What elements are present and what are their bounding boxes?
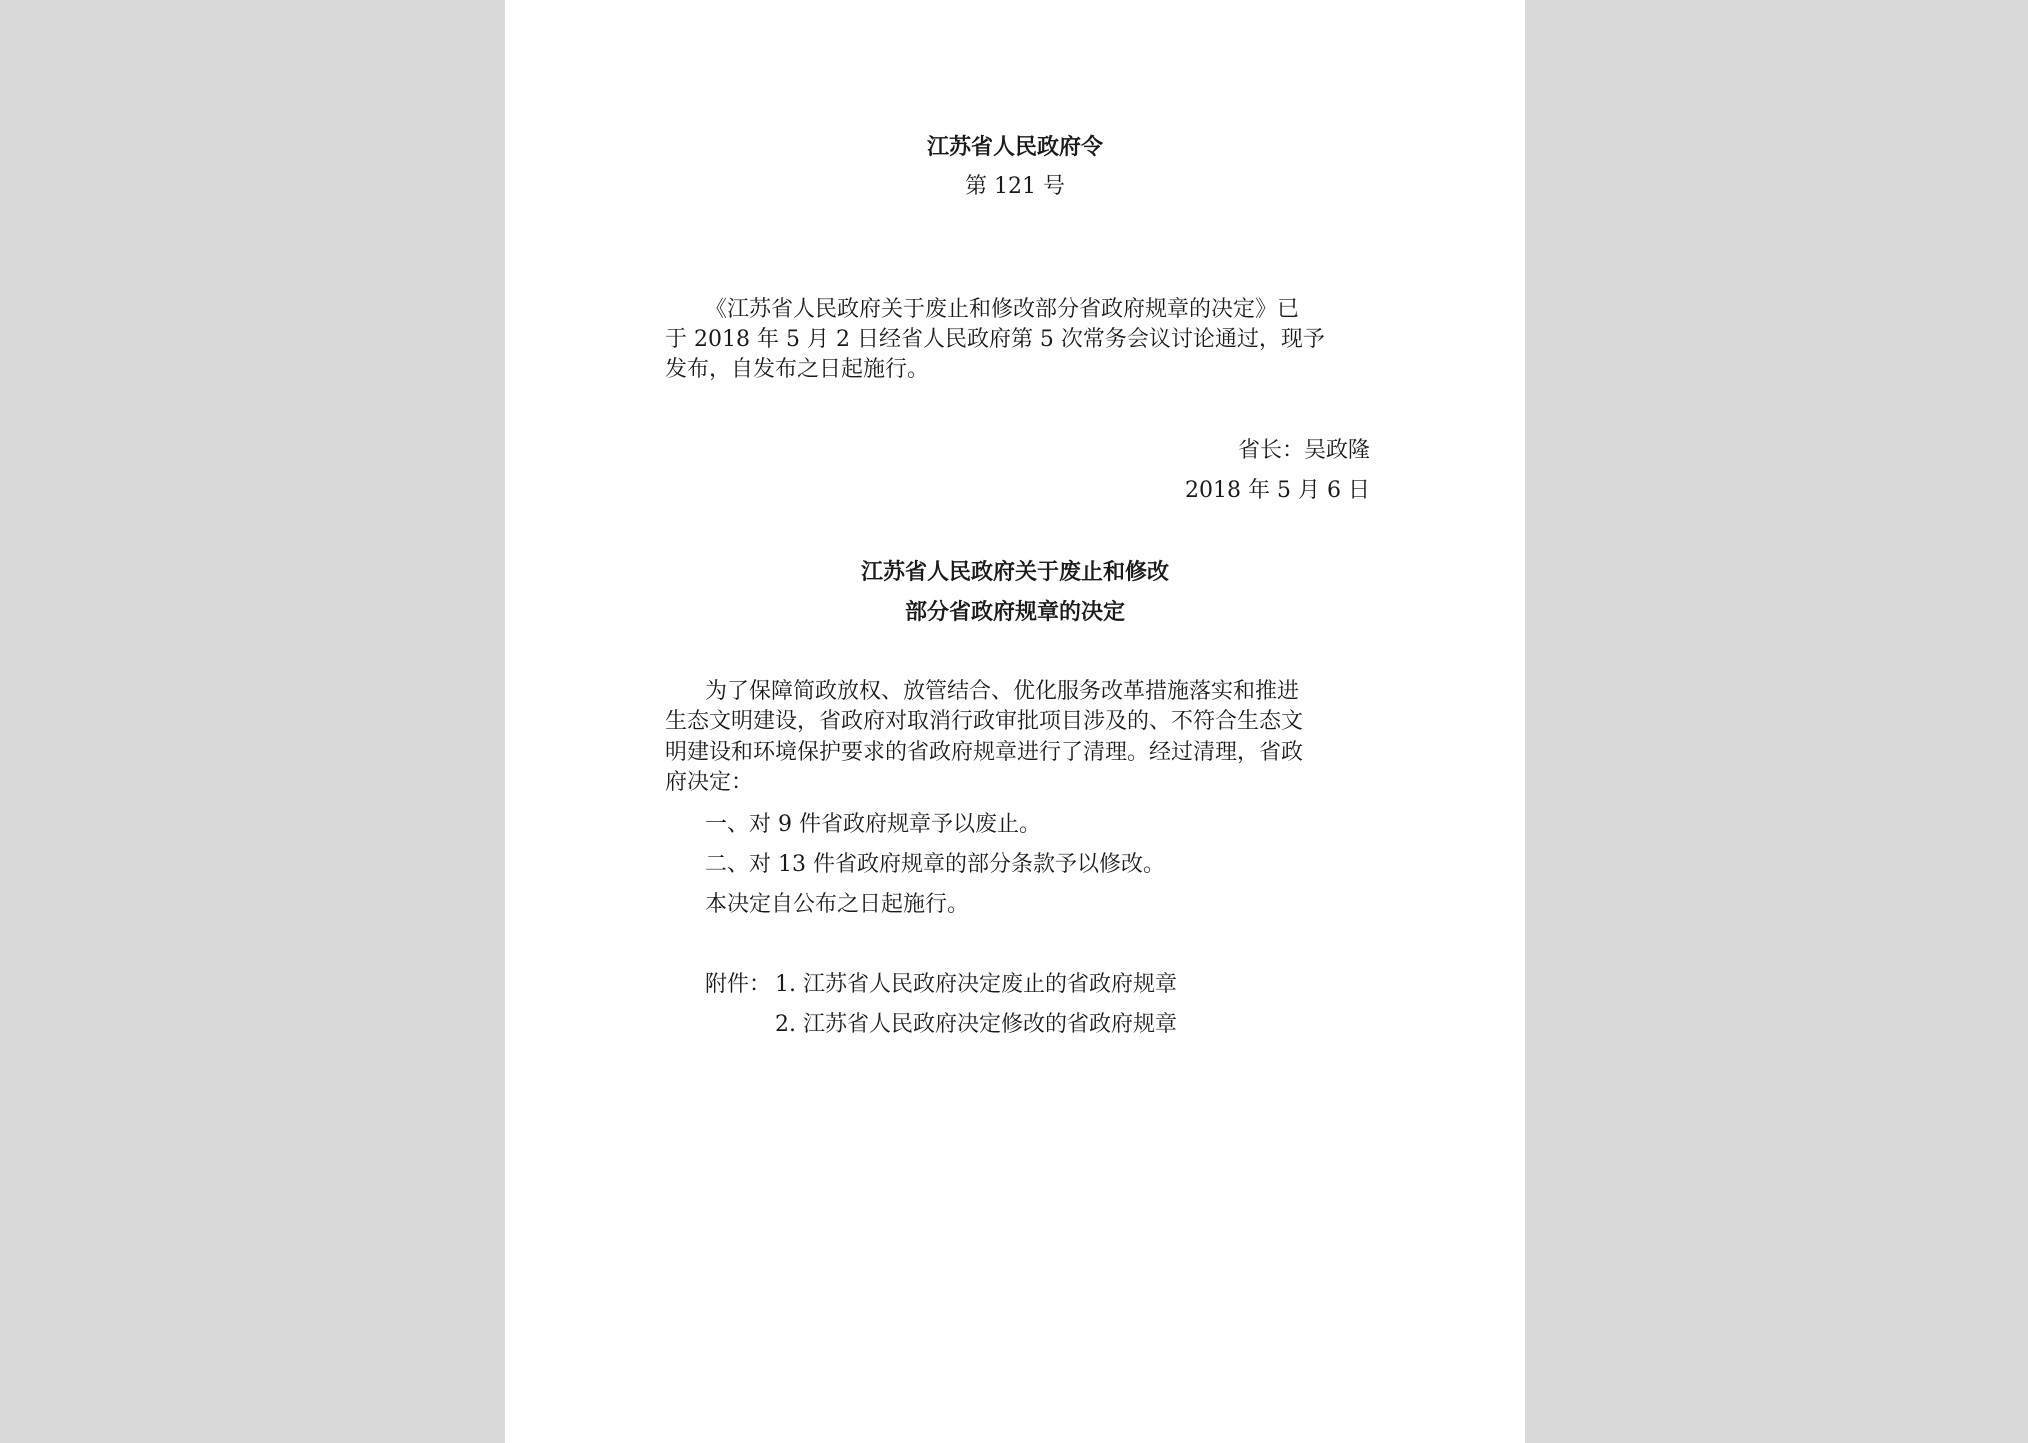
decision-intro-line: 生态文明建设，省政府对取消行政审批项目涉及的、不符合生态文 xyxy=(665,709,1304,734)
decision-item: 一、对 9 件省政府规章予以废止。 xyxy=(705,812,1041,837)
order-title: 江苏省人民政府令 xyxy=(926,134,1103,160)
attachment-item: 1. 江苏省人民政府决定废止的省政府规章 xyxy=(775,972,1177,997)
decision-item: 二、对 13 件省政府规章的部分条款予以修改。 xyxy=(705,852,1165,877)
document-page xyxy=(505,0,1525,1443)
decision-title-line2: 部分省政府规章的决定 xyxy=(904,599,1125,625)
decision-title-line1: 江苏省人民政府关于废止和修改 xyxy=(860,559,1169,585)
decision-intro-line: 为了保障简政放权、放管结合、优化服务改革措施落实和推进 xyxy=(705,679,1300,704)
signature-date: 2018 年 5 月 6 日 xyxy=(1185,478,1370,503)
decision-item: 本决定自公布之日起施行。 xyxy=(705,892,970,917)
attachment-item: 2. 江苏省人民政府决定修改的省政府规章 xyxy=(775,1012,1177,1037)
preamble-line: 《江苏省人民政府关于废止和修改部分省政府规章的决定》已 xyxy=(705,297,1300,322)
signature-governor: 省长：吴政隆 xyxy=(1237,438,1370,463)
order-number: 第 121 号 xyxy=(965,174,1065,199)
decision-intro-line: 明建设和环境保护要求的省政府规章进行了清理。经过清理，省政 xyxy=(665,740,1304,765)
preamble-line: 于 2018 年 5 月 2 日经省人民政府第 5 次常务会议讨论通过，现予 xyxy=(665,327,1325,352)
preamble-line: 发布，自发布之日起施行。 xyxy=(665,357,930,382)
decision-intro-line: 府决定： xyxy=(665,770,754,795)
attachments-label: 附件： xyxy=(705,972,772,997)
